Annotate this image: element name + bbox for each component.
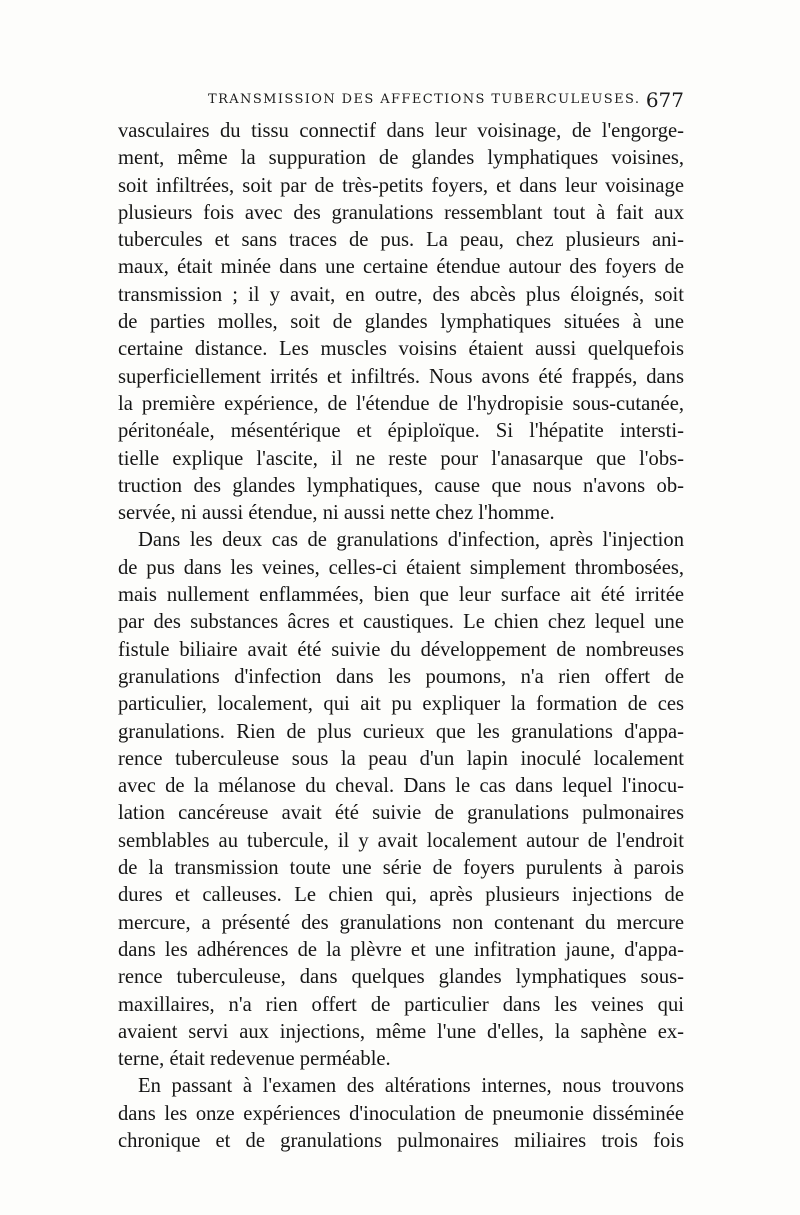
text-line: mercure, a présenté des granulations non contenant du mercure (118, 911, 684, 934)
page-number: 677 (645, 88, 684, 112)
text-line: truction des glandes lymphatiques, cause que nous n'avons ob- (118, 474, 684, 497)
text-line: dans les onze expériences d'inoculation de pneumonie disséminée (118, 1102, 684, 1125)
text-line: vasculaires du tissu connectif dans leur voisinage, de l'engorge- (118, 120, 684, 142)
text-line: de pus dans les veines, celles-ci étaient simplement thrombosées, (118, 556, 684, 579)
text-line: soit infiltrées, soit par de très-petits foyers, et dans leur voisinage (118, 174, 684, 197)
text-line: certaine distance. Les muscles voisins étaient aussi quelquefois (118, 338, 684, 361)
text-line: maxillaires, n'a rien offert de particulier dans les veines qui (118, 993, 684, 1016)
body-text (118, 118, 684, 1155)
paragraph-start-line: En passant à l'examen des altérations internes, nous trouvons (138, 1075, 684, 1098)
text-line: superficiellement irrités et infiltrés. Nous avons été frappés, dans (118, 365, 684, 388)
text-line: dans les adhérences de la plèvre et une infitration jaune, d'appa- (118, 938, 684, 961)
text-line: péritonéale, mésentérique et épiploïque. Si l'hépatite intersti- (118, 420, 684, 443)
text-line: semblables au tubercule, il y avait localement autour de l'endroit (118, 829, 684, 852)
running-head (118, 88, 684, 114)
text-line: mais nullement enflammées, bien que leur surface ait été irritée (118, 584, 684, 607)
text-line: particulier, localement, qui ait pu expliquer la formation de ces (118, 693, 684, 716)
text-line: avaient servi aux injections, même l'une d'elles, la saphène ex- (118, 1020, 684, 1043)
text-line: dures et calleuses. Le chien qui, après plusieurs injections de (118, 884, 684, 907)
text-line: fistule biliaire avait été suivie du développement de nombreuses (118, 638, 684, 661)
text-line: la première expérience, de l'étendue de l'hydropisie sous-cutanée, (118, 392, 684, 415)
paragraph-start-line: Dans les deux cas de granulations d'infection, après l'injection (138, 529, 684, 552)
text-line: lation cancéreuse avait été suivie de granulations pulmonaires (118, 802, 684, 825)
text-line: par des substances âcres et caustiques. Le chien chez lequel une (118, 611, 684, 634)
text-line: rence tuberculeuse sous la peau d'un lapin inoculé localement (118, 747, 684, 770)
text-line: plusieurs fois avec des granulations ressemblant tout à fait aux (118, 201, 684, 224)
text-line: chronique et de granulations pulmonaires miliaires trois fois (118, 1129, 684, 1152)
running-title: TRANSMISSION DES AFFECTIONS TUBERCULEUSES. (208, 92, 641, 107)
text-line: avec de la mélanose du cheval. Dans le cas dans lequel l'inocu- (118, 775, 684, 798)
text-line: rence tuberculeuse, dans quelques glandes lymphatiques sous- (118, 966, 684, 989)
text-line: granulations d'infection dans les poumons, n'a rien offert de (118, 665, 684, 688)
text-line: maux, était minée dans une certaine étendue autour des foyers de (118, 256, 684, 279)
text-line: tielle explique l'ascite, il ne reste pour l'anasarque que l'obs- (118, 447, 684, 470)
text-line: de la transmission toute une série de foyers purulents à parois (118, 857, 684, 880)
text-line: ment, même la suppuration de glandes lymphatiques voisines, (118, 147, 684, 170)
text-line: granulations. Rien de plus curieux que les granulations d'appa- (118, 720, 684, 743)
paragraph-end-line: servée, ni aussi étendue, ni aussi nette chez l'homme. (118, 502, 555, 525)
text-line: tubercules et sans traces de pus. La peau, chez plusieurs ani- (118, 229, 684, 252)
text-line: transmission ; il y avait, en outre, des abcès plus éloignés, soit (118, 283, 684, 306)
text-line: de parties molles, soit de glandes lymphatiques situées à une (118, 311, 684, 334)
paragraph-end-line: terne, était redevenue perméable. (118, 1048, 391, 1071)
